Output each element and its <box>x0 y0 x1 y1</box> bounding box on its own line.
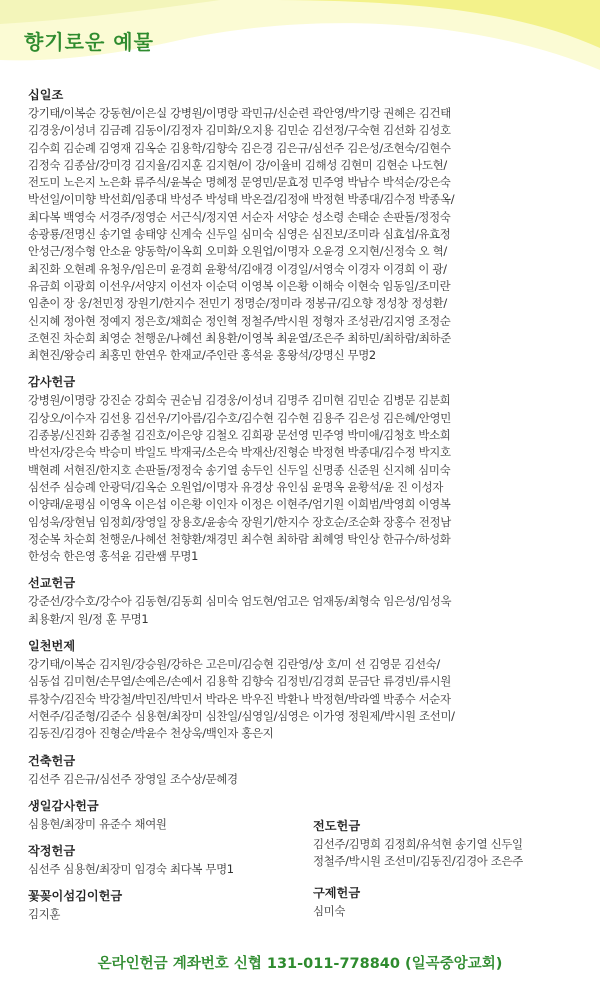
section-first-fruit <box>28 637 588 742</box>
name-line: 심용현/최장미 유준수 채여원 <box>28 816 167 831</box>
name-line: 김선주 김은규/심선주 장영일 조수상/문혜경 <box>28 771 238 786</box>
name-line: 안성근/정수형 안소윤 양동학/이옥희 오미화 오원업/이명자 오윤경 오지현/신정숙 오 혁/ <box>28 244 447 259</box>
name-line: 정철주/박시원 조선미/김동진/김경아 조은주 <box>313 854 523 869</box>
name-list <box>28 906 313 923</box>
section-evangelism <box>313 817 588 871</box>
name-line: 김동진/김경아 진형순/박윤수 천상욱/백인자 홍은지 <box>28 726 274 741</box>
name-line: 이양래/윤평심 이영옥 이은섭 이은황 이인자 이정은 이현주/엄기원 이희범/박영희 이영복 <box>28 497 451 512</box>
name-list <box>313 836 588 871</box>
name-line: 강준선/강수호/강수아 김동현/김동희 심미숙 엄도현/엄고은 엄재동/최형숙 임은성/임성욱 <box>28 594 452 609</box>
name-list <box>28 105 588 364</box>
section-title: 생일감사헌금 <box>28 798 99 813</box>
name-line: 조현진 차순희 최영순 천행운/나혜선 최용환/이영복 최윤열/조은주 최하민/최하람/최하준 <box>28 330 451 345</box>
name-line: 박선일/이미향 박선희/임종대 박성주 박성태 박온걸/김정애 박정현 박종대/김수정 박종옥/ <box>28 192 455 207</box>
section-seed <box>28 574 588 628</box>
name-line: 심동섭 김미현/손무열/손예은/손예서 김용학 김향숙 김정빈/김경희 문금단 류경빈/류시원 <box>28 674 451 689</box>
name-line: 최진화 오현례 유청우/임은미 윤경희 윤황석/김애경 이경일/서영숙 이경자 이경희 이 광/ <box>28 261 447 276</box>
name-line: 류창수/김진숙 박강철/박민진/박민서 박라온 박우진 박환나 박정현/박라엘 박종수 서순자 <box>28 691 451 706</box>
name-line: 김수희 김순례 김영재 김옥순 김용학/김향숙 김은경 김은규/심선주 김은성/조현숙/김현수 <box>28 140 451 155</box>
right-column <box>313 797 588 933</box>
name-line: 김지훈 <box>28 907 61 922</box>
section-flower <box>28 887 313 923</box>
name-line: 박선자/강은숙 박승미 박일도 박재국/소은숙 박재산/진형순 박정현 박종대/김수정 박지호 <box>28 445 451 460</box>
name-line: 김종봉/신진화 김종철 김진호/이은양 김철오 김희광 문선영 민주영 박미애/김청호 박소희 <box>28 428 451 443</box>
name-list <box>28 861 313 878</box>
name-line: 유금희 이광희 이선우/서양지 이선자 이순덕 이영복 이은황 이해숙 이현숙 임동일/조미란 <box>28 278 451 293</box>
name-line: 김정숙 김종삼/강미경 김지율/김지훈 김지현/이 강/이율비 김해성 김현미 김현순 나도현/ <box>28 157 447 172</box>
name-line: 전도미 노은지 노은화 류주식/윤복순 명혜정 문영민/문효정 민주영 박남수 박석순/강은숙 <box>28 175 451 190</box>
name-line: 김선주/김명희 김정희/유석현 송기열 신두일 <box>313 836 523 851</box>
name-line: 심선주 심용현/최장미 임경숙 최다복 무명1 <box>28 862 234 877</box>
page-title: 향기로운 예물 <box>24 30 154 54</box>
name-list <box>28 771 588 788</box>
section-title: 구제헌금 <box>313 886 361 901</box>
name-list <box>28 816 313 833</box>
section-building <box>28 752 588 788</box>
name-list <box>28 392 588 565</box>
offering-list <box>28 86 588 933</box>
name-line: 서현주/김준형/김준수 심용현/최장미 심찬일/심영일/심영은 이가영 정원제/박시원 조선미/ <box>28 708 455 723</box>
section-title: 감사헌금 <box>28 375 76 390</box>
name-line: 심미숙 <box>313 904 346 919</box>
section-birthday <box>28 797 313 833</box>
name-line: 강병원/이명랑 강진순 강희숙 권순님 김경웅/이성녀 김명주 김미현 김민순 김병문 김분희 <box>28 393 451 408</box>
section-crop <box>28 842 313 878</box>
section-title: 작정헌금 <box>28 844 76 859</box>
section-title: 선교헌금 <box>28 576 76 591</box>
section-title: 일천번제 <box>28 639 76 654</box>
name-line: 김상오/이수자 김선용 김선우/기아름/김수호/김수현 김수현 김용주 김은성 김은혜/안영민 <box>28 410 451 425</box>
account-footer: 온라인헌금 계좌번호 신협 131-011-778840 (일곡중앙교회) <box>97 956 503 972</box>
name-line: 김경웅/이성녀 김금례 김동이/김정자 김미화/오지용 김민순 김선정/구숙현 김선화 김성호 <box>28 123 451 138</box>
two-column-area <box>28 797 588 933</box>
section-tithe <box>28 86 588 364</box>
name-line: 강기태/이복순 김지원/강승원/강하은 고은미/김승현 김란영/상 호/미 선 김영문 김선숙/ <box>28 657 440 672</box>
section-title: 십일조 <box>28 88 64 102</box>
name-line: 백현례 서현진/한지호 손판돌/정정숙 송기열 송두인 신두일 신명종 신준원 신지혜 심미숙 <box>28 462 451 477</box>
name-line: 송광룡/전명신 송기열 송태양 신계숙 신두일 심미숙 심영은 심진보/조미라 심효섭/유효정 <box>28 227 451 242</box>
name-line: 최현진/왕승리 최홍민 한연우 한재교/주인란 홍석윤 홍왕석/강명신 무명2 <box>28 348 376 363</box>
name-list <box>28 593 588 628</box>
section-title: 건축헌금 <box>28 753 76 768</box>
name-line: 강기태/이복순 강동현/이은실 강병원/이명랑 곽민규/신순련 곽안영/박기랑 권혜은 김건태 <box>28 106 451 120</box>
section-thanks <box>28 373 588 565</box>
name-list <box>313 903 588 920</box>
name-list <box>28 656 588 742</box>
name-line: 최용환/지 원/정 훈 무명1 <box>28 611 149 626</box>
name-line: 최다복 백영숙 서경주/정영순 서근식/정지연 서순자 서양순 성소령 손태순 손판돌/정정숙 <box>28 209 451 224</box>
section-relief <box>313 884 588 920</box>
name-line: 심선주 심승례 안광덕/김옥순 오원업/이명자 유경상 유인심 윤명옥 윤황석/윤 진 이성자 <box>28 479 444 494</box>
name-line: 임춘이 장 웅/천민정 장원기/한지수 전민기 정명순/정미라 정봉규/김오향 정성창 정성환/ <box>28 296 447 311</box>
name-line: 임성욱/장현님 임정희/장영일 장용호/윤송숙 장원기/한지수 장호순/조순화 장홍수 전정남 <box>28 514 451 529</box>
left-column <box>28 797 313 933</box>
name-line: 한성숙 한은영 홍석윤 김란쌤 무명1 <box>28 549 199 564</box>
section-title: 전도헌금 <box>313 818 361 833</box>
name-line: 신지혜 정아현 정예지 정은호/채희순 정인혁 정철주/박시원 정형자 조성관/김지영 조정순 <box>28 313 451 328</box>
section-title: 꽃꽂이섬김이헌금 <box>28 889 123 904</box>
name-line: 정순복 차순희 천행운/나혜선 천향환/채경민 최수현 최하람 최혜영 탁인상 한규수/하성화 <box>28 531 451 546</box>
